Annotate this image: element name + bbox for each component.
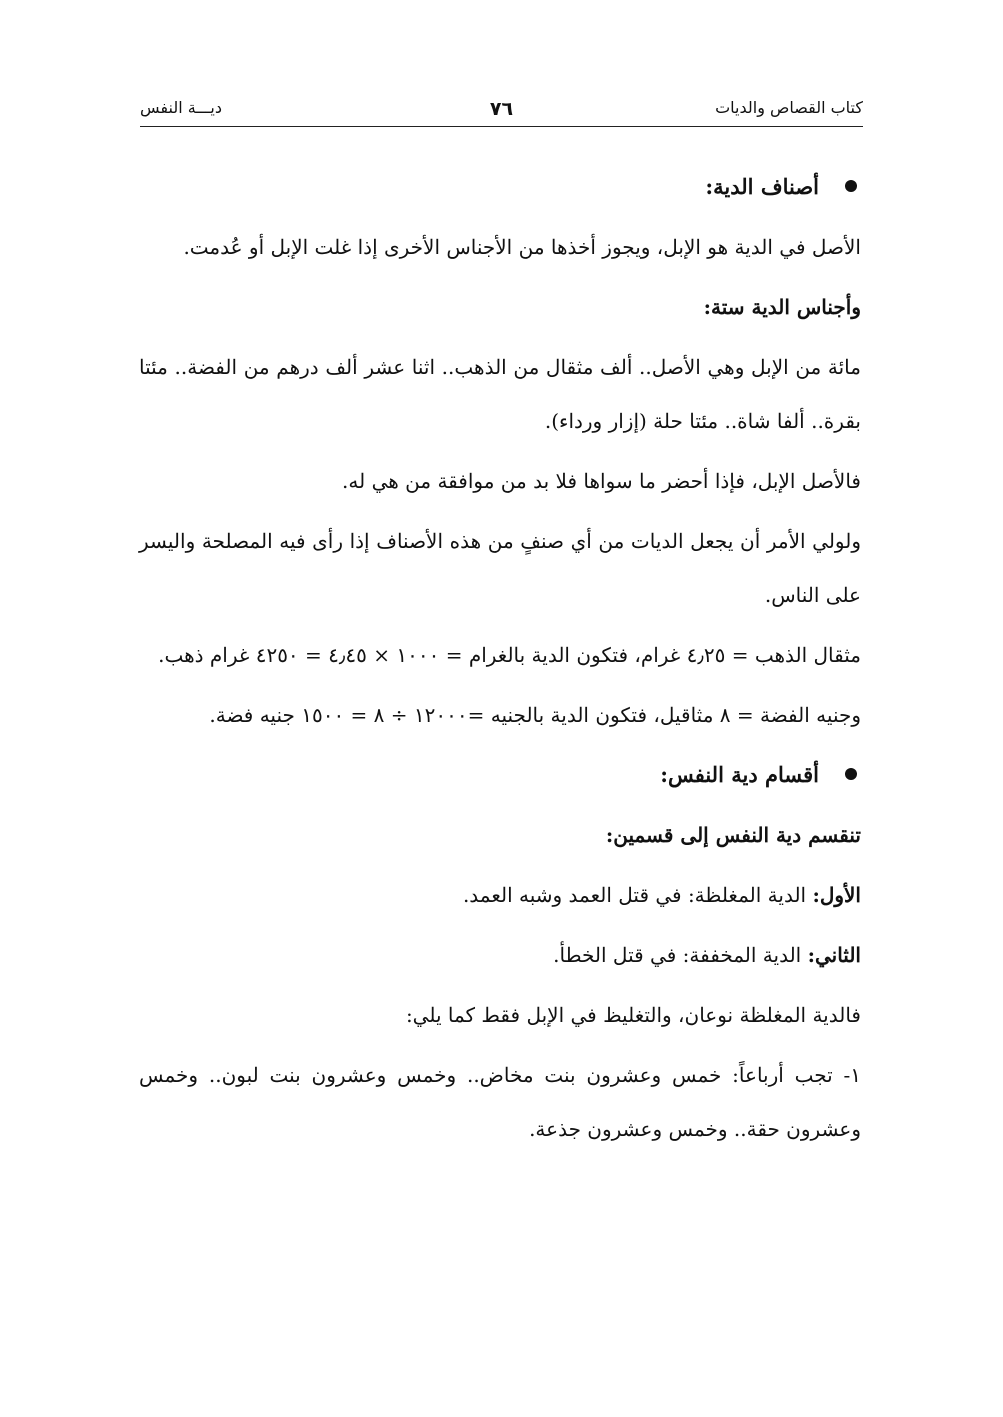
running-header: [140, 98, 863, 124]
section-heading-text: أصناف الدية:: [705, 174, 819, 199]
subheading: تنقسم دية النفس إلى قسمين:: [605, 823, 861, 847]
paragraph: وجنيه الفضة = ٨ مثاقيل، فتكون الدية بالجنيه =١٢٠٠٠ ÷ ٨ = ١٥٠٠ جنيه فضة.: [209, 703, 861, 727]
first-division: [139, 868, 861, 922]
paragraph: ولولي الأمر أن يجعل الديات من أي صنفٍ من هذه الأصناف إذا رأى فيه المصلحة واليسر على الناس.: [139, 529, 861, 607]
paragraph: الأصل في الدية هو الإبل، ويجوز أخذها من الأجناس الأخرى إذا غلت الإبل أو عُدمت.: [183, 235, 861, 259]
subheading: وأجناس الدية ستة:: [703, 295, 861, 319]
page-body: [139, 160, 861, 1162]
bullet-icon: [845, 768, 857, 780]
section-heading-text: أقسام دية النفس:: [660, 762, 819, 787]
paragraph: مثقال الذهب = ٤٫٢٥ غرام، فتكون الدية بالغرام = ١٠٠٠ × ٤٫٤٥ = ٤٢٥٠ غرام ذهب.: [158, 643, 861, 667]
paragraph: فالدية المغلظة نوعان، والتغليظ في الإبل فقط كما يلي:: [405, 1003, 861, 1027]
numbered-item: ١- تجب أرباعاً: خمس وعشرون بنت مخاض.. وخمس وعشرون بنت لبون.. وخمس وعشرون حقة.. وخمس وعشرون جذعة.: [139, 1063, 861, 1141]
first-label: الأول:: [812, 883, 861, 907]
section-heading-divisions: [139, 748, 861, 802]
first-text: الدية المغلظة: في قتل العمد وشبه العمد.: [462, 883, 813, 907]
book-title: كتاب القصاص والديات: [715, 98, 863, 117]
section-heading-types: [139, 160, 861, 214]
bullet-icon: [845, 180, 857, 192]
second-division: [139, 928, 861, 982]
paragraph: فالأصل الإبل، فإذا أحضر ما سواها فلا بد من موافقة من هي له.: [342, 469, 861, 493]
second-label: الثاني:: [807, 943, 861, 967]
header-divider: [140, 126, 863, 127]
paragraph: مائة من الإبل وهي الأصل.. ألف مثقال من الذهب.. اثنا عشر ألف درهم من الفضة.. مئتا بقرة.. ألفا شاة.. مئتا حلة (إزار ورداء).: [139, 355, 861, 433]
second-text: الدية المخففة: في قتل الخطأ.: [553, 943, 808, 967]
chapter-title: ديـــة النفس: [140, 98, 222, 117]
page-number: ٧٦: [489, 98, 514, 120]
